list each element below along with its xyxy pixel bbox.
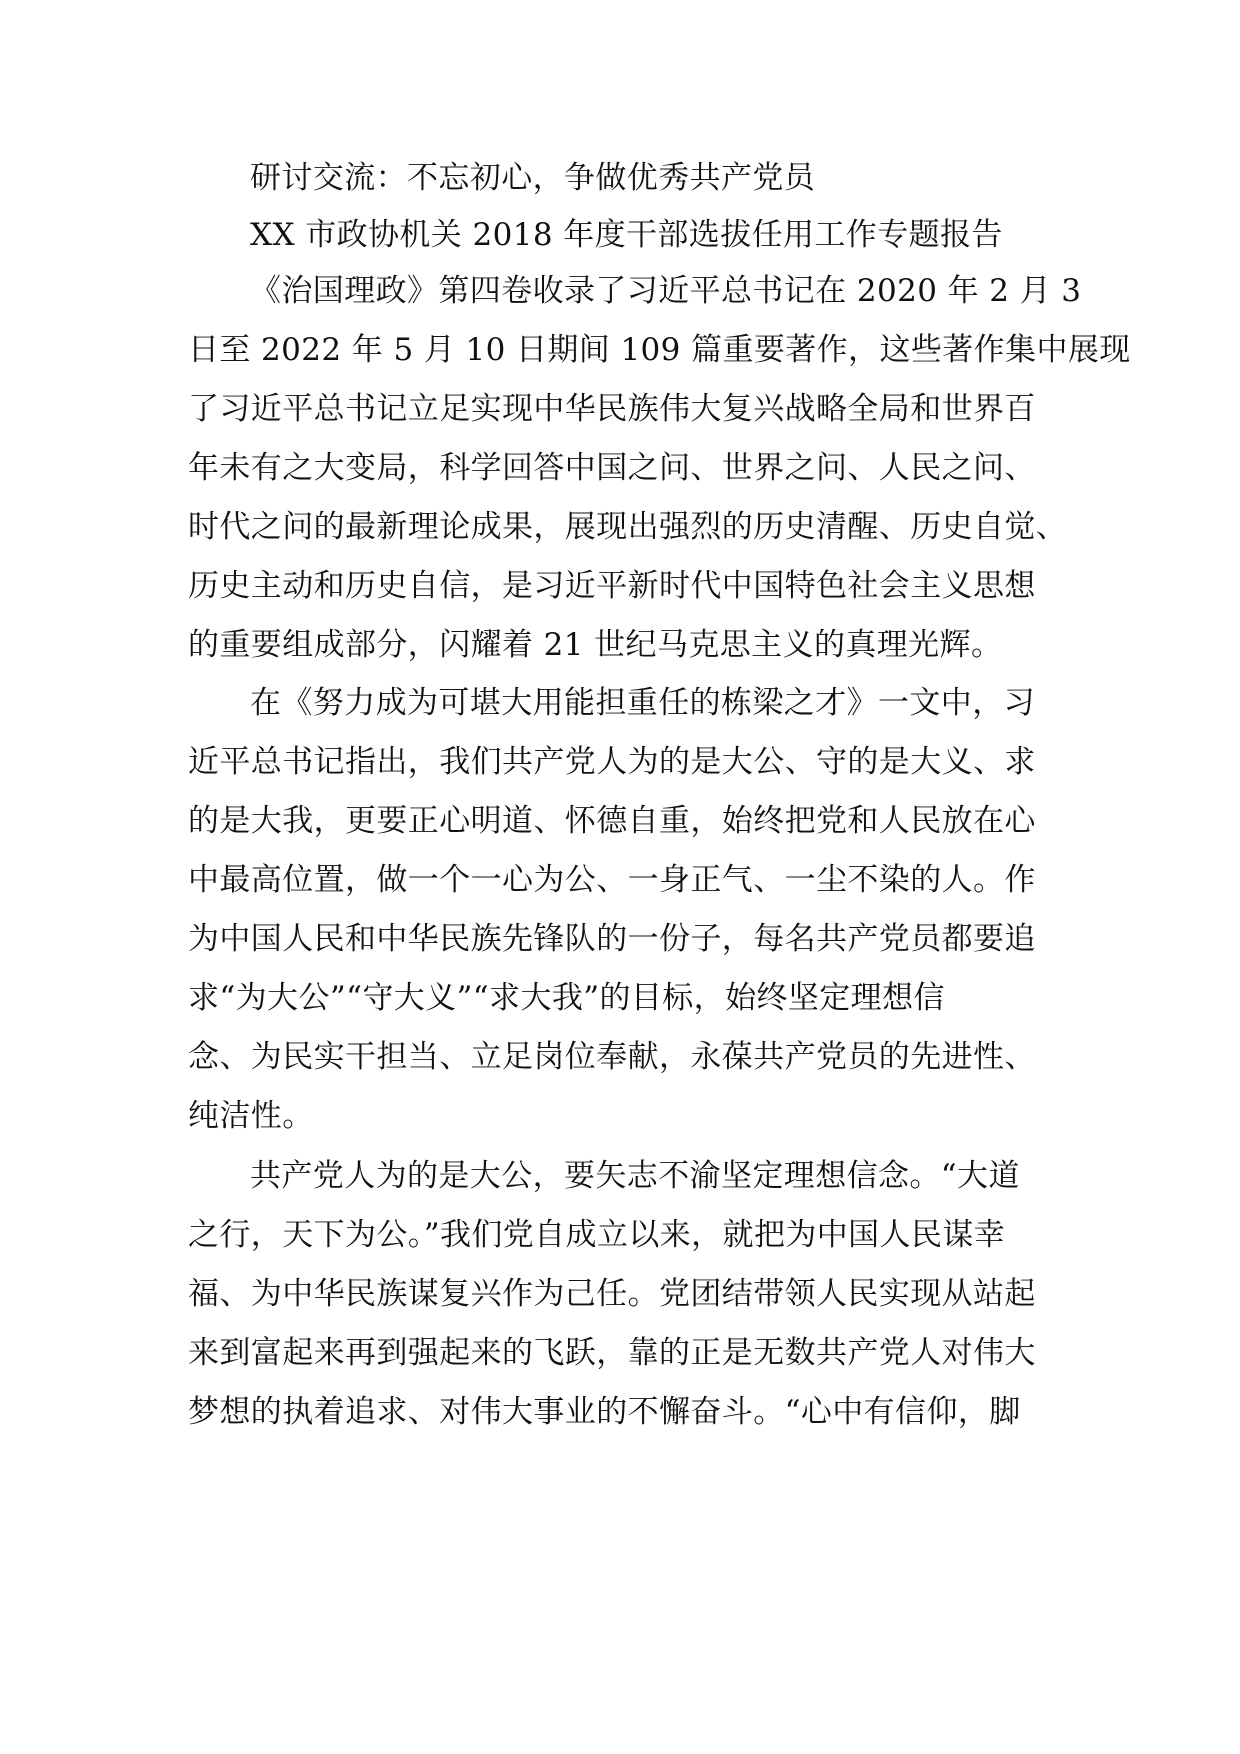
paragraph-1-line-4: 年未有之大变局，科学回答中国之问、世界之问、人民之问、 [188,450,1036,486]
document-subtitle: XX 市政协机关 2018 年度干部选拔任用工作专题报告 [250,217,1003,253]
paragraph-2-line-6: 求“为大公”“守大义”“求大我”的目标，始终坚定理想信 [188,980,945,1016]
paragraph-1-line-3: 了习近平总书记立足实现中华民族伟大复兴战略全局和世界百 [188,391,1036,427]
paragraph-1-line-5: 时代之问的最新理论成果，展现出强烈的历史清醒、历史自觉、 [188,509,1068,545]
paragraph-2-line-3: 的是大我，更要正心明道、怀德自重，始终把党和人民放在心 [188,803,1036,839]
paragraph-3-line-4: 来到富起来再到强起来的飞跃，靠的正是无数共产党人对伟大 [188,1335,1036,1371]
paragraph-2-line-4: 中最高位置，做一个一心为公、一身正气、一尘不染的人。作 [188,862,1036,898]
paragraph-1-line-7: 的重要组成部分，闪耀着 21 世纪马克思主义的真理光辉。 [188,627,1003,663]
paragraph-2-line-1: 在《努力成为可堪大用能担重任的栋梁之才》一文中，习 [250,685,1035,721]
document-title: 研讨交流：不忘初心，争做优秀共产党员 [250,160,816,196]
paragraph-3-line-5: 梦想的执着追求、对伟大事业的不懈奋斗。“心中有信仰，脚 [188,1394,1021,1430]
paragraph-2-line-5: 为中国人民和中华民族先锋队的一份子，每名共产党员都要追 [188,921,1036,957]
paragraph-3-line-1: 共产党人为的是大公，要矢志不渝坚定理想信念。“大道 [250,1158,1020,1194]
paragraph-1-line-2: 日至 2022 年 5 月 10 日期间 109 篇重要著作，这些著作集中展现 [188,332,1131,368]
paragraph-3-line-3: 福、为中华民族谋复兴作为己任。党团结带领人民实现从站起 [188,1276,1036,1312]
paragraph-1-line-1: 《治国理政》第四卷收录了习近平总书记在 2020 年 2 月 3 [250,273,1082,309]
paragraph-1-line-6: 历史主动和历史自信，是习近平新时代中国特色社会主义思想 [188,568,1036,604]
paragraph-3-line-2: 之行，天下为公。”我们党自成立以来，就把为中国人民谋幸 [188,1217,1006,1253]
paragraph-2-line-8: 纯洁性。 [188,1098,314,1134]
paragraph-2-line-7: 念、为民实干担当、立足岗位奉献，永葆共产党员的先进性、 [188,1039,1036,1075]
paragraph-2-line-2: 近平总书记指出，我们共产党人为的是大公、守的是大义、求 [188,744,1036,780]
